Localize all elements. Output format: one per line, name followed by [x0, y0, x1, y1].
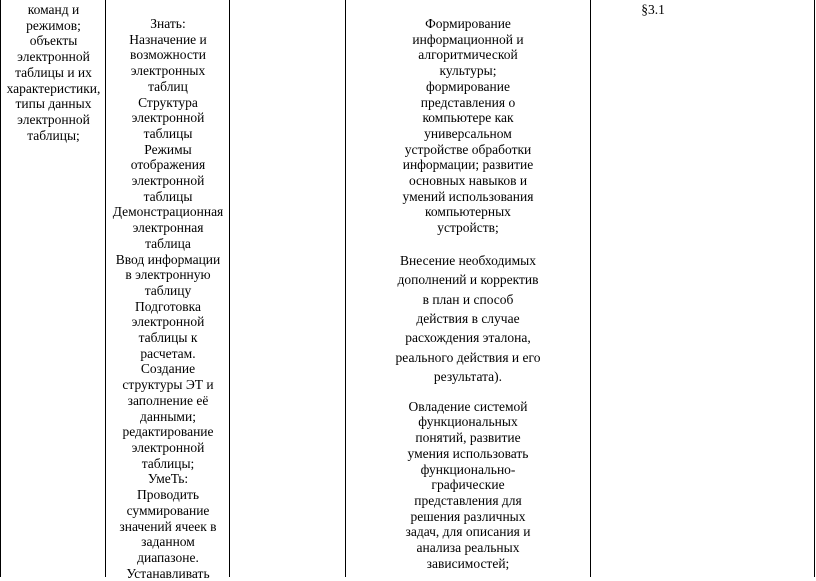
text-line: функциональных	[418, 414, 518, 430]
text-line: формирование	[426, 78, 510, 94]
text-line: умений использования	[402, 188, 534, 204]
cell-topics	[2, 2, 105, 143]
cell-section-ref	[591, 2, 715, 18]
text-line: электронной	[17, 49, 90, 65]
text-line: в план и способ	[422, 291, 514, 307]
text-line: электронной	[131, 439, 205, 455]
text-line: в электронную	[125, 267, 211, 283]
text-line: редактирование	[122, 424, 214, 440]
cell-outcomes	[346, 16, 590, 571]
text-line: дополнений и корректив	[397, 272, 539, 288]
text-line: алгоритмической	[418, 47, 518, 63]
text-line: Проводить	[136, 487, 200, 503]
text-line: таблица	[145, 235, 191, 251]
text-line: УмеТь:	[147, 471, 189, 487]
text-line: умения использовать	[407, 445, 529, 461]
text-line: решения различных	[410, 508, 526, 524]
text-line: Формирование	[425, 16, 511, 31]
text-line: режимов;	[26, 17, 81, 33]
text-line: Назначение и	[129, 31, 207, 47]
text-line: значений ячеек в	[119, 518, 217, 534]
text-line: задач, для описания и	[405, 524, 531, 540]
text-line: понятий, развитие	[415, 430, 521, 446]
text-line: суммирование	[126, 502, 210, 518]
text-line: устройстве обработки	[404, 141, 532, 157]
text-line: типы данных	[15, 96, 92, 112]
column-divider	[229, 0, 230, 577]
paragraph-corrections	[346, 251, 590, 387]
text-line: Структура	[138, 94, 198, 110]
text-line: таблицы и их	[15, 64, 92, 80]
text-line: анализа реальных	[416, 540, 520, 556]
text-line: универсальном	[424, 125, 512, 141]
text-line: Подготовка	[135, 298, 201, 314]
text-line: таблицы к	[138, 330, 198, 346]
text-line: таблицы;	[141, 455, 195, 471]
paragraph-culture	[346, 16, 590, 236]
text-line: данными;	[140, 408, 196, 424]
text-line: информационной и	[412, 31, 524, 47]
text-line: культуры;	[439, 63, 497, 79]
text-line: диапазоне.	[137, 549, 199, 565]
text-line: таблицы	[143, 125, 193, 141]
text-line: представления для	[414, 492, 522, 508]
text-line: реального действия и его	[395, 349, 541, 365]
table-border-right	[814, 0, 815, 577]
text-line: Овладение системой	[408, 398, 528, 414]
text-line: результата).	[433, 369, 503, 385]
text-line: Создание	[140, 361, 196, 377]
text-line: электронная	[132, 220, 204, 236]
paragraph-spacer	[346, 236, 590, 251]
text-line: графические	[431, 477, 505, 493]
table-border-left	[0, 0, 1, 577]
text-line: действия в случае	[416, 311, 520, 327]
text-line: таблицу	[144, 282, 192, 298]
text-line: Режимы	[144, 141, 192, 157]
text-line: компьютерных	[425, 204, 511, 220]
text-line: таблиц	[148, 78, 188, 94]
text-line: представления о	[420, 94, 516, 110]
text-line: расчетам.	[140, 345, 196, 361]
text-line: возможности	[130, 47, 206, 63]
text-line: электронной	[131, 173, 205, 189]
text-line: функционально-	[420, 461, 516, 477]
text-line: зависимостей;	[426, 555, 510, 571]
text-line: характеристики,	[6, 80, 101, 96]
text-line: электронной	[17, 111, 90, 127]
column-divider	[590, 0, 591, 577]
text-line: заданном	[141, 534, 195, 550]
text-line: Демонстрационная	[112, 204, 224, 220]
text-line: компьютере как	[422, 110, 514, 126]
text-line: расхождения эталона,	[405, 330, 531, 346]
cell-know-skills	[107, 16, 229, 581]
text-line: информации; развитие	[402, 157, 534, 173]
column-divider	[105, 0, 106, 577]
text-line: Внесение необходимых	[400, 252, 536, 268]
text-line: Знать:	[150, 16, 186, 31]
text-line: структуры ЭТ и	[122, 377, 214, 393]
text-line: устройств;	[437, 220, 499, 236]
text-line: команд и	[27, 2, 80, 17]
text-line: отображения	[130, 157, 206, 173]
text-line: таблицы	[143, 188, 193, 204]
text-line: Устанавливать	[126, 565, 210, 581]
text-line: основных навыков и	[408, 173, 528, 189]
paragraph-spacer	[346, 387, 590, 399]
paragraph-concepts	[346, 399, 590, 572]
text-line: электронной	[131, 314, 205, 330]
text-line: заполнение её	[127, 392, 209, 408]
text-line: Ввод информации	[115, 251, 221, 267]
text-line: электронных	[130, 63, 206, 79]
text-line: объекты	[29, 33, 78, 49]
section-reference: §3.1	[641, 2, 665, 17]
text-line: электронной	[131, 110, 205, 126]
text-line: таблицы;	[27, 127, 80, 143]
